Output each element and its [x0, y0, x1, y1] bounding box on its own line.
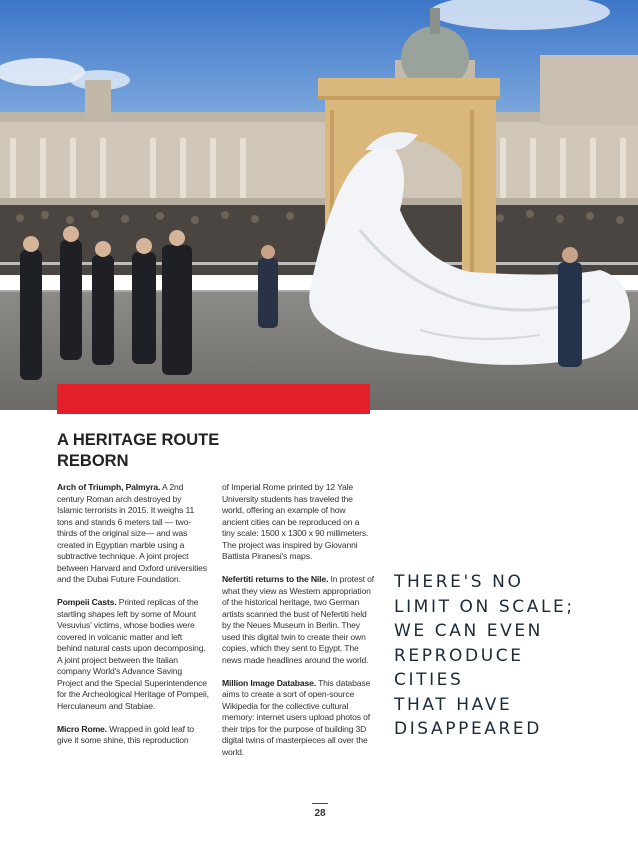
pull-quote-line: DISAPPEARED [394, 719, 542, 739]
paragraph-title: Nefertiti returns to the Nile. [222, 574, 329, 584]
paragraph-text: of Imperial Rome printed by 12 Yale University students has traveled the world, offering an example of how ancient cities can be reproduced on a tiny scale: 1500 x 1300 x 90 millimeters. The project was inspired by Giovanni Battista Piranesi's maps. [222, 482, 369, 561]
accent-bar [57, 384, 370, 414]
paragraph-text: This database aims to create a sort of open-source Wikipedia for the collective cultural memory: internet users upload photos of their trips for the purpose of building 3D digital twins of masterpieces all over the world. [222, 677, 371, 757]
paragraph-nefertiti [222, 574, 374, 666]
page-number: 28 [314, 808, 326, 819]
pull-quote-line: THAT HAVE [394, 694, 513, 715]
pull-quote-line: REPRODUCE [394, 645, 524, 666]
pull-quote-line: WE CAN EVEN [394, 621, 544, 641]
paragraph-million-image [222, 678, 374, 759]
paragraph-pompeii [57, 597, 209, 712]
pull-quote-line: THERE'S NO [394, 572, 524, 592]
paragraph-title: Pompeii Casts. [57, 597, 117, 607]
paragraph-title: Million Image Database. [222, 677, 316, 688]
paragraph-palmyra [57, 482, 209, 586]
paragraph-title: Micro Rome. [57, 723, 107, 734]
paragraph-micro-rome [57, 724, 209, 747]
hero-photo [0, 0, 638, 410]
pull-quote-line: CITIES [394, 670, 464, 690]
paragraph-text: In protest of what they view as Western appropriation of the historical heritage, two German artists scanned the bust of Nefertiti held by the Neues Museum in Berlin. They used this digital twin to create their own copies, which they sent to Egypt. The news made headlines around the world. [222, 574, 374, 665]
article-heading: A HERITAGE ROUTE REBORN [57, 431, 220, 470]
pull-quote-line: LIMIT ON SCALE; [394, 596, 575, 617]
trafalgar-square-arch-photo [0, 0, 638, 410]
paragraph-text: Printed replicas of the startling shapes left by some of Mount Vesuvius' victims, whose bodies were covered in volcanic matter and left behind natural casts upon decomposing. A joint project between the Italian company World's Advance Saving Project and the Special Superintendence for the Archeological Heritage of Pompeii, Herculaneum and Stabiae. [57, 597, 209, 711]
paragraph-title: Arch of Triumph, Palmyra. [57, 482, 161, 492]
article-column-middle [222, 482, 374, 770]
page-number-rule [312, 803, 328, 804]
pull-quote [394, 570, 634, 742]
paragraph-text: A 2nd century Roman arch destroyed by Islamic terrorists in 2015. It weighs 11 tons and stands 6 meters tall — two-thirds of the original size— and was created in Egyptian marble using a subtractive technique. A joint project between Harvard and Oxford universities and the Dubai Future Foundation. [57, 482, 207, 584]
paragraph-text: Wrapped in gold leaf to give it some shine, this reproduction [57, 723, 194, 745]
article-column-left [57, 482, 209, 758]
paragraph-micro-rome-continued [222, 482, 374, 563]
